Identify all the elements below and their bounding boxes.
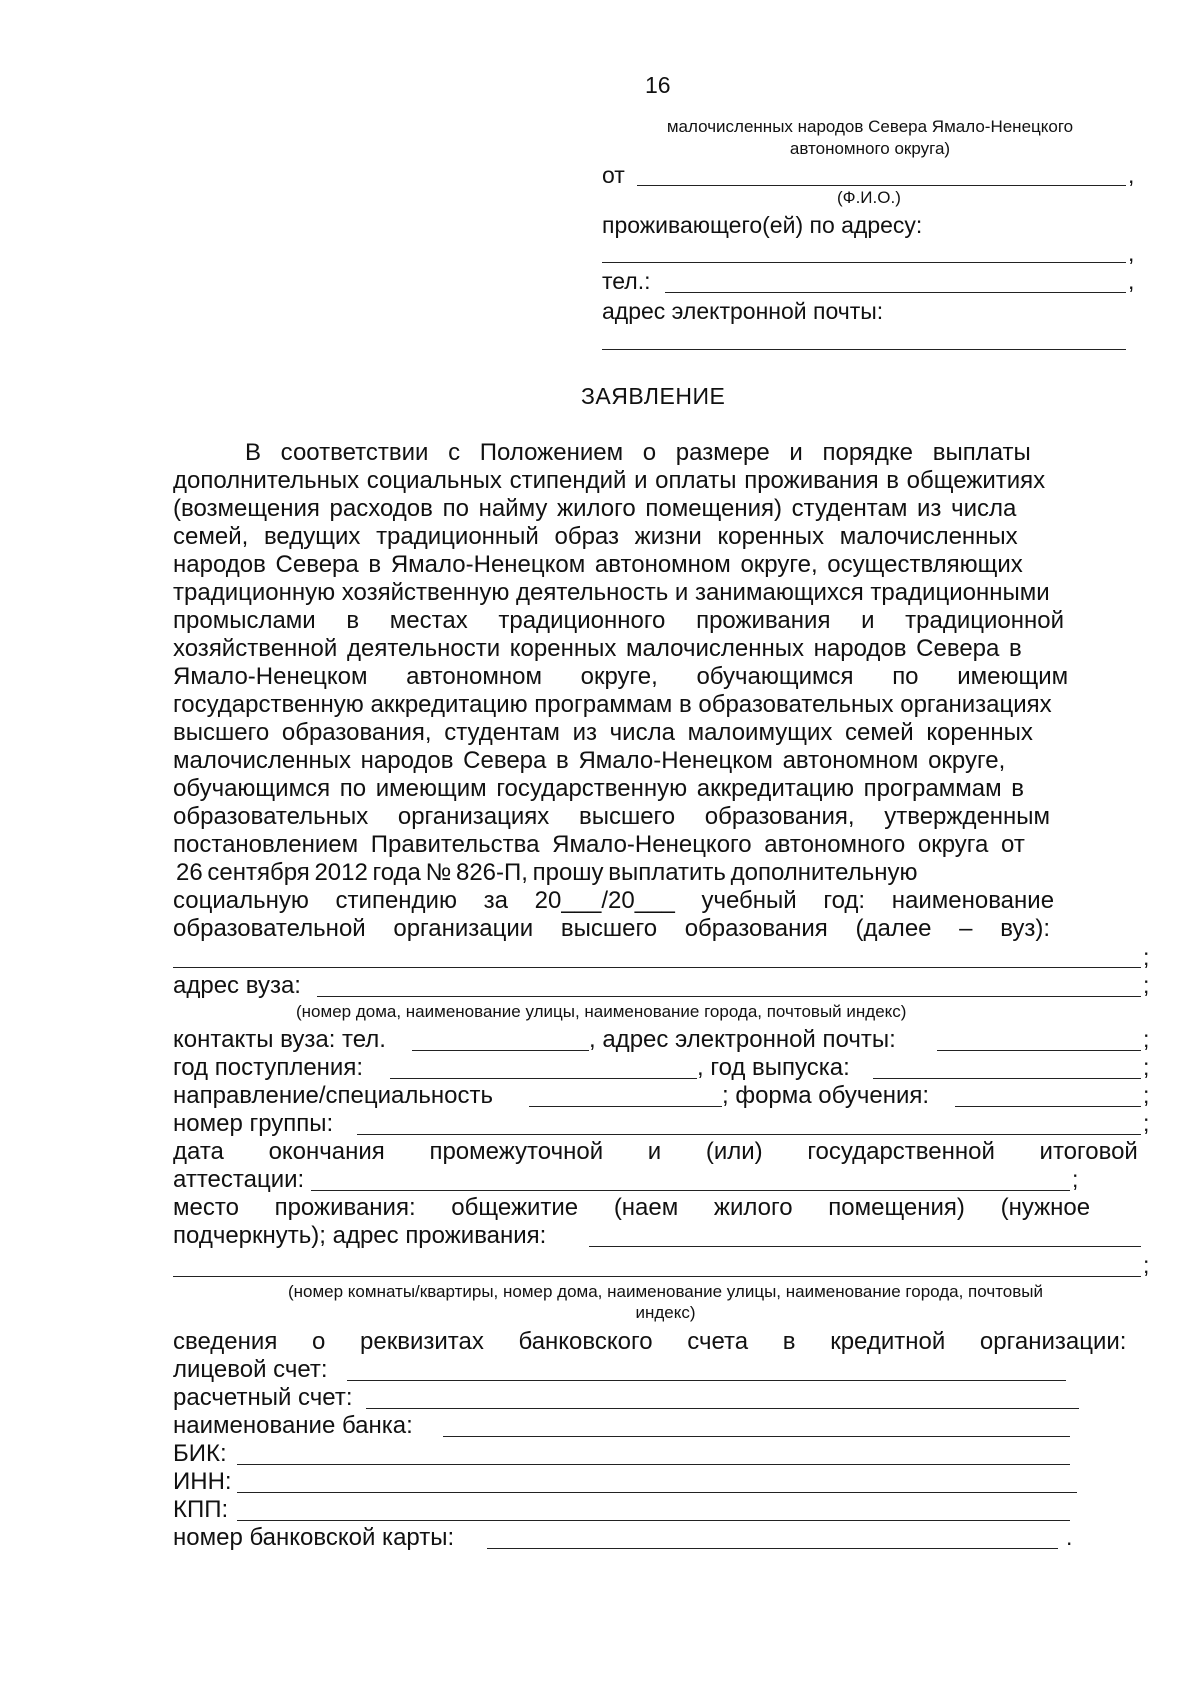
residing-address-line[interactable] [602,262,1126,263]
bank-name-line[interactable] [443,1436,1070,1437]
contacts-email-label: , адрес электронной почты: [589,1026,896,1053]
residence-address-line-2[interactable] [173,1276,1141,1277]
body-line-17: социальную стипендию за 20___/20___ учебный год: наименование [173,887,1055,914]
kpp-label: КПП: [173,1496,229,1523]
university-address-line[interactable] [317,996,1141,997]
admission-year-label: год поступления: [173,1054,363,1081]
body-line-9: Ямало-Ненецком автономном округе, обучающимся по имеющим [173,663,1069,690]
university-address-semicolon: ; [1143,972,1150,998]
study-form-label: ; форма обучения: [722,1082,930,1109]
header-line-1: малочисленных народов Севера Ямало-Ненецкого [666,117,1074,136]
body-line-13: обучающимся по имеющим государственную аккредитацию программам в [173,775,1025,802]
residence-line-1: место проживания: общежитие (наем жилого помещения) (нужное [173,1194,1091,1221]
body-line-11: высшего образования, студентам из числа малоимущих семей коренных [173,719,1033,746]
bank-card-line[interactable] [487,1548,1058,1549]
personal-account-line[interactable] [347,1380,1066,1381]
settlement-account-line[interactable] [366,1408,1079,1409]
specialty-line[interactable] [529,1106,722,1107]
fio-comma: , [1128,162,1135,188]
study-form-line[interactable] [955,1106,1141,1107]
email-label: адрес электронной почты: [602,298,884,324]
from-label: от [602,162,625,188]
university-address-hint: (номер дома, наименование улицы, наименование города, почтовый индекс) [296,1002,907,1021]
email-line[interactable] [602,349,1126,350]
bik-label: БИК: [173,1440,227,1467]
body-line-3: (возмещения расходов по найму жилого помещения) студентам из числа [173,495,1017,522]
body-line-5: народов Севера в Ямало-Ненецком автономном округе, осуществляющих [173,551,1023,578]
specialty-label: направление/специальность [173,1082,493,1109]
university-address-label: адрес вуза: [173,972,301,999]
bank-card-period: . [1066,1524,1073,1550]
graduation-year-label: , год выпуска: [697,1054,850,1081]
body-line-7: промыслами в местах традиционного проживания и традиционной [173,607,1065,634]
exam-date-line-1: дата окончания промежуточной и (или) государственной итоговой [173,1138,1138,1165]
inn-line[interactable] [237,1492,1077,1493]
body-line-16: 26 сентября 2012 года № 826-П, прошу выплатить дополнительную [176,859,918,886]
residence-address-label: подчеркнуть); адрес проживания: [173,1222,547,1249]
bik-line[interactable] [237,1464,1070,1465]
body-line-10: государственную аккредитацию программам в образовательных организациях [173,691,1052,718]
group-number-line[interactable] [357,1134,1141,1135]
contacts-email-line[interactable] [937,1050,1141,1051]
exam-date-semicolon: ; [1072,1166,1079,1192]
university-name-line[interactable] [173,967,1141,968]
residence-address-line-1[interactable] [589,1246,1141,1247]
exam-date-label: аттестации: [173,1166,305,1193]
phone-comma: , [1128,268,1135,294]
body-line-2: дополнительных социальных стипендий и оплаты проживания в общежитиях [173,467,1046,494]
body-line-18: образовательной организации высшего образования (далее – вуз): [173,915,1051,942]
residence-hint-1: (номер комнаты/квартиры, номер дома, наименование улицы, наименование города, почтовый [287,1282,1043,1301]
body-line-1-text: В соответствии с Положением о размере и порядке выплаты [245,439,1031,466]
inn-label: ИНН: [173,1468,232,1495]
residence-hint-2: индекс) [635,1303,696,1322]
personal-account-label: лицевой счет: [173,1356,328,1383]
phone-label: тел.: [602,268,651,294]
residence-semicolon: ; [1143,1252,1150,1278]
phone-line[interactable] [665,292,1126,293]
graduation-year-line[interactable] [873,1078,1141,1079]
group-semicolon: ; [1143,1110,1150,1136]
body-line-6: традиционную хозяйственную деятельность и занимающихся традиционными [173,579,1050,606]
residing-label: проживающего(ей) по адресу: [602,212,923,238]
graduation-semicolon: ; [1143,1054,1150,1080]
page-number: 16 [645,72,671,98]
body-line-12: малочисленных народов Севера в Ямало-Ненецком автономном округе, [173,747,1006,774]
fio-hint: (Ф.И.О.) [837,188,901,207]
body-line-15: постановлением Правительства Ямало-Ненецкого автономного округа от [173,831,1025,858]
bank-intro: сведения о реквизитах банковского счета в кредитной организации: [173,1328,1127,1355]
body-line-4: семей, ведущих традиционный образ жизни коренных малочисленных [173,523,1018,550]
settlement-account-label: расчетный счет: [173,1384,353,1411]
exam-date-line[interactable] [311,1190,1070,1191]
university-name-semicolon: ; [1143,944,1150,970]
residing-comma: , [1128,240,1135,266]
body-line-14: образовательных организациях высшего образования, утвержденным [173,803,1051,830]
study-form-semicolon: ; [1143,1082,1150,1108]
bank-name-label: наименование банка: [173,1412,413,1439]
body-line-8: хозяйственной деятельности коренных малочисленных народов Севера в [173,635,1022,662]
contacts-phone-line[interactable] [412,1050,589,1051]
bank-card-label: номер банковской карты: [173,1524,455,1551]
fio-line[interactable] [637,185,1126,186]
contacts-phone-label: контакты вуза: тел. [173,1026,386,1053]
contacts-semicolon: ; [1143,1026,1150,1052]
kpp-line[interactable] [237,1520,1070,1521]
admission-year-line[interactable] [390,1078,697,1079]
document-title: ЗАЯВЛЕНИЕ [581,383,726,409]
header-line-2: автономного округа) [789,139,951,158]
body-line-1 [173,439,1158,467]
group-number-label: номер группы: [173,1110,334,1137]
